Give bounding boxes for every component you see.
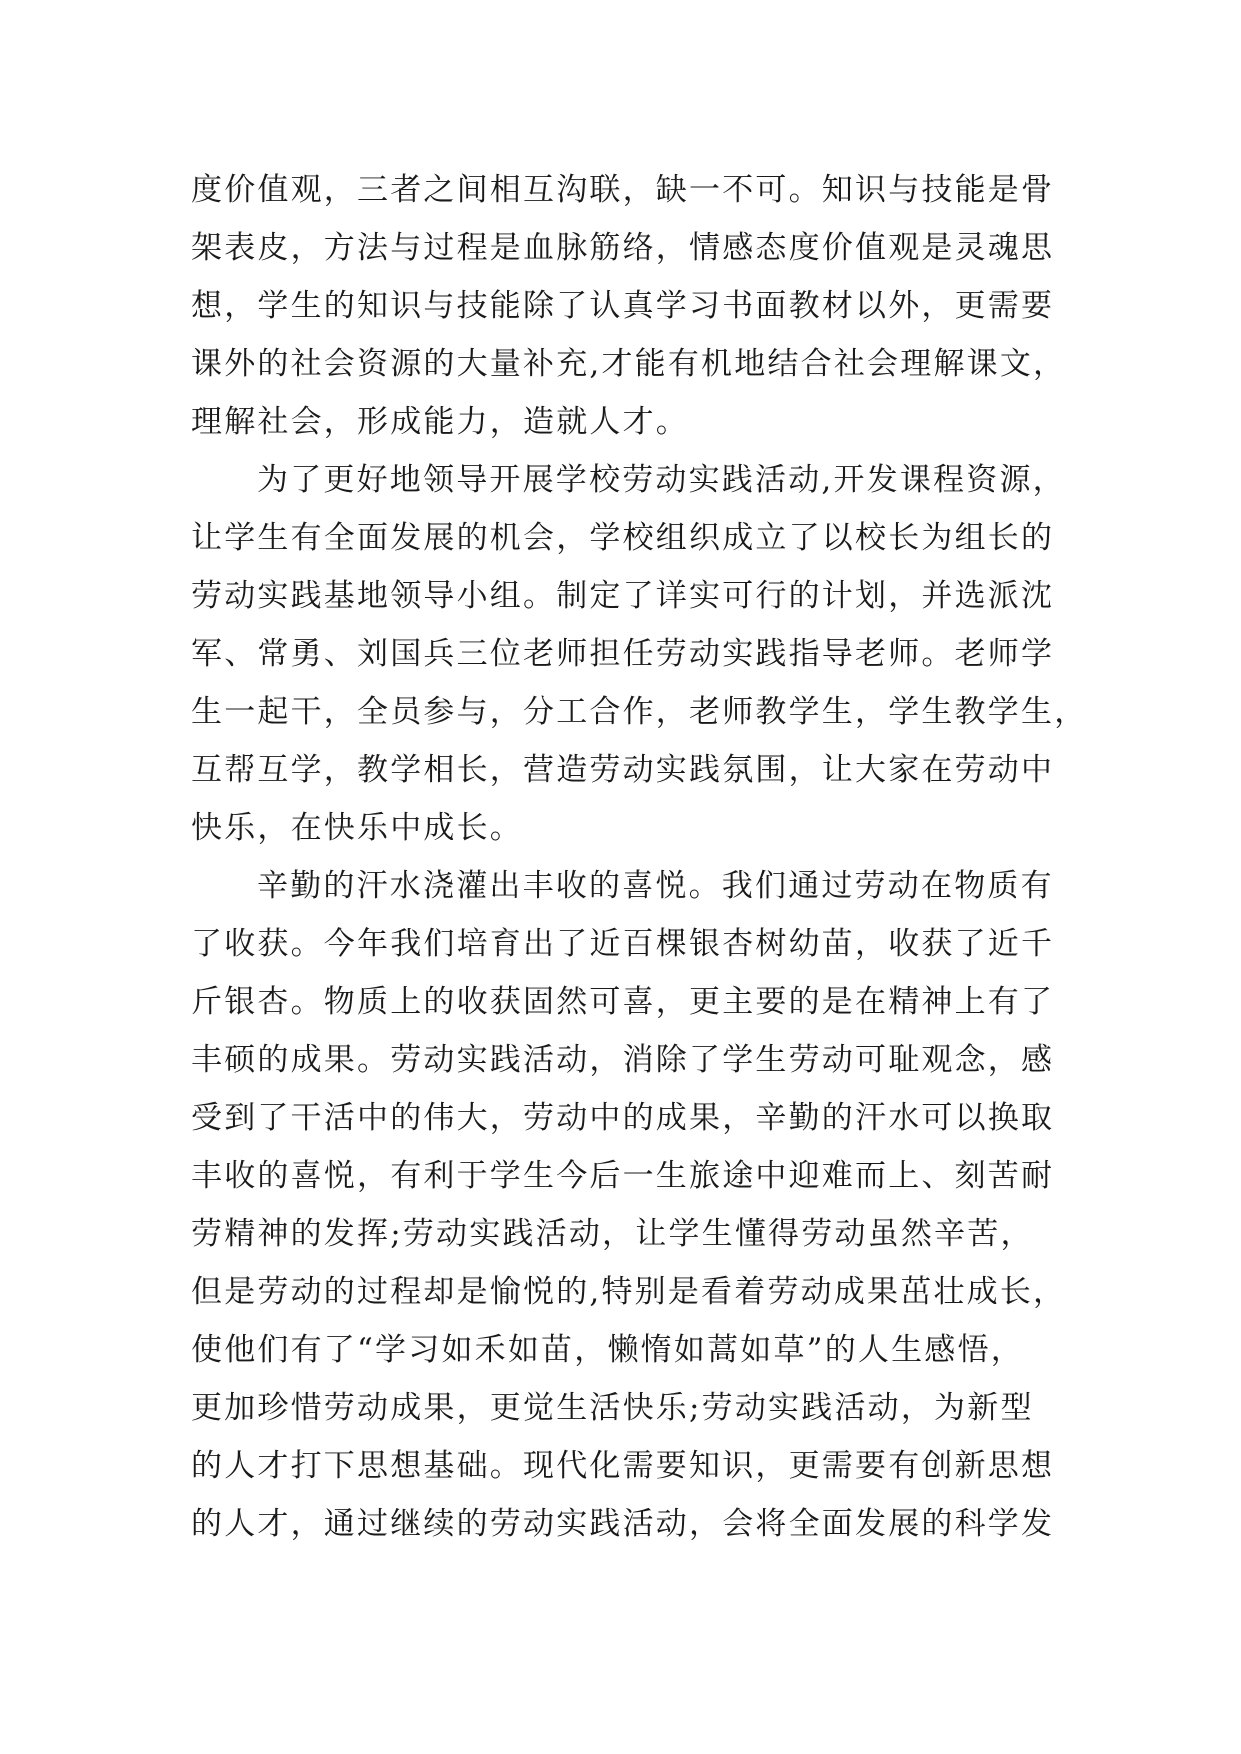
text-line: 理解社会，形成能力，造就人才。 — [191, 404, 689, 440]
text-line: 让学生有全面发展的机会，学校组织成立了以校长为组长的 — [191, 520, 1055, 556]
text-line: 想，学生的知识与技能除了认真学习书面教材以外，更需要 — [191, 288, 1055, 324]
text-line: 使他们有了“学习如禾如苗，懒惰如蒿如草”的人生感悟， — [191, 1332, 1024, 1368]
text-line: 丰硕的成果。劳动实践活动，消除了学生劳动可耻观念，感 — [191, 1042, 1055, 1078]
text-line: 课外的社会资源的大量补充,才能有机地结合社会理解课文， — [191, 346, 1067, 382]
text-line: 但是劳动的过程却是愉悦的,特别是看着劳动成果茁壮成长， — [191, 1274, 1067, 1310]
text-line: 互帮互学，教学相长，营造劳动实践氛围，让大家在劳动中 — [191, 752, 1055, 788]
text-line: 丰收的喜悦，有利于学生今后一生旅途中迎难而上、刻苦耐 — [191, 1158, 1055, 1194]
text-line: 了收获。今年我们培育出了近百棵银杏树幼苗，收获了近千 — [191, 926, 1055, 962]
text-line: 更加珍惜劳动成果，更觉生活快乐;劳动实践活动，为新型 — [191, 1390, 1034, 1426]
text-line: 快乐，在快乐中成长。 — [191, 810, 523, 846]
text-line: 度价值观，三者之间相互沟联，缺一不可。知识与技能是骨 — [191, 172, 1055, 208]
text-line: 斤银杏。物质上的收获固然可喜，更主要的是在精神上有了 — [191, 984, 1055, 1020]
text-line: 劳精神的发挥;劳动实践活动，让学生懂得劳动虽然辛苦， — [191, 1216, 1034, 1252]
body-text — [191, 161, 1088, 1553]
text-line: 生一起干，全员参与，分工合作，老师教学生，学生教学生， — [191, 694, 1088, 730]
text-line: 架表皮，方法与过程是血脉筋络，情感态度价值观是灵魂思 — [191, 230, 1055, 266]
text-line: 劳动实践基地领导小组。制定了详实可行的计划，并选派沈 — [191, 578, 1055, 614]
text-line: 的人才打下思想基础。现代化需要知识，更需要有创新思想 — [191, 1448, 1055, 1484]
text-line: 受到了干活中的伟大，劳动中的成果，辛勤的汗水可以换取 — [191, 1100, 1055, 1136]
text-line: 辛勤的汗水浇灌出丰收的喜悦。我们通过劳动在物质有 — [257, 868, 1054, 904]
text-line: 军、常勇、刘国兵三位老师担任劳动实践指导老师。老师学 — [191, 636, 1055, 672]
text-line: 的人才，通过继续的劳动实践活动，会将全面发展的科学发 — [191, 1506, 1055, 1542]
text-line: 为了更好地领导开展学校劳动实践活动,开发课程资源， — [257, 462, 1066, 498]
